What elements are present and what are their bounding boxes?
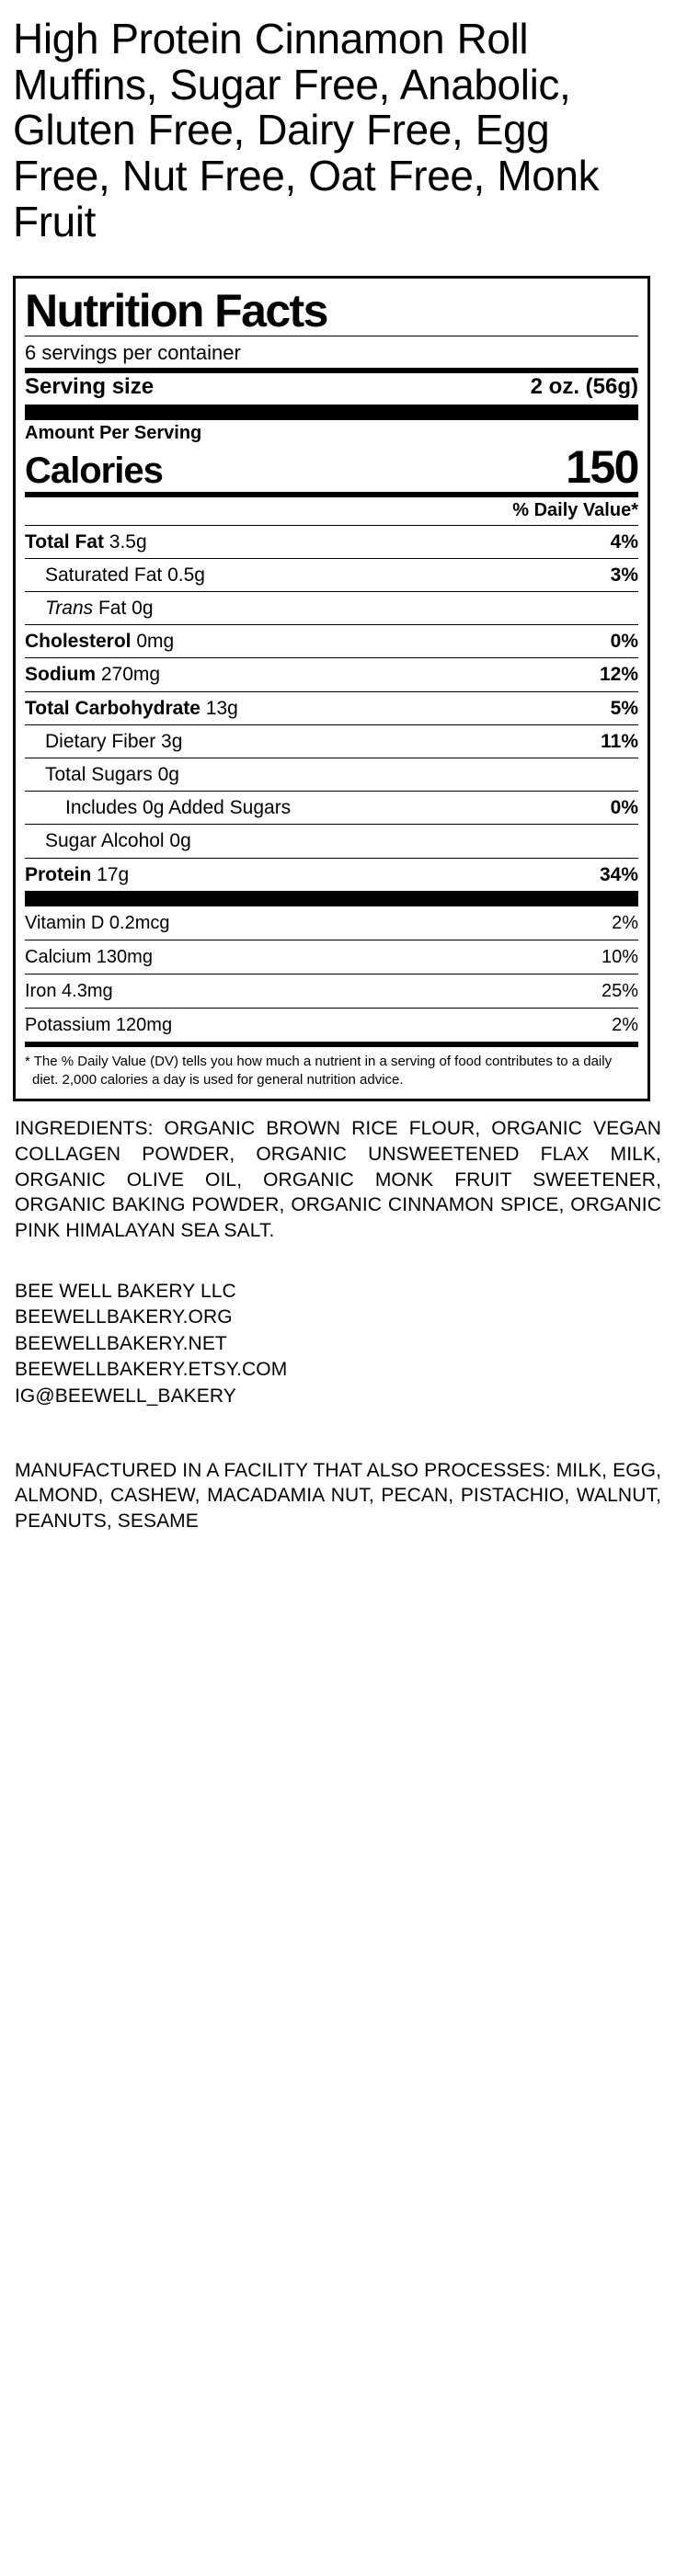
nutrient-row — [25, 792, 638, 824]
nutrient-rows — [25, 525, 638, 891]
calories-label: Calories — [25, 450, 163, 491]
nutrient-daily-value: 3% — [610, 564, 638, 586]
nutrient-label: Dietary Fiber 3g — [45, 730, 183, 752]
vitamin-label: Vitamin D 0.2mcg — [25, 912, 170, 933]
contact-line: IG@BEEWELL_BAKERY — [15, 1385, 236, 1407]
nutrient-daily-value: 5% — [610, 697, 638, 719]
nutrient-label: Cholesterol 0mg — [25, 631, 175, 653]
vitamin-rows — [25, 906, 638, 1042]
daily-value-footnote: * The % Daily Value (DV) tells you how much a nutrient in a serving of food contributes to a daily diet. 2,000 calories a day is used for general nutrition advice. — [25, 1053, 613, 1088]
nutrient-label: Saturated Fat 0.5g — [45, 564, 205, 586]
nutrient-daily-value: 12% — [599, 664, 638, 686]
nutrient-row — [25, 825, 638, 857]
nutrient-amount: 0g — [164, 830, 191, 852]
nutrient-label: Includes 0g Added Sugars — [65, 797, 292, 819]
nutrient-amount: Fat 0g — [93, 598, 154, 620]
serving-size-row — [25, 373, 638, 405]
nutrient-amount: 0g — [152, 763, 179, 785]
nutrient-amount: 3.5g — [103, 530, 147, 553]
vitamin-label: Calcium 130mg — [25, 946, 153, 967]
nutrient-amount: 13g — [200, 697, 238, 719]
nutrient-label: Total Carbohydrate 13g — [25, 697, 238, 719]
vitamin-label: Iron 4.3mg — [25, 980, 113, 1001]
servings-per-container: 6 servings per container — [25, 341, 241, 365]
nutrient-amount: 17g — [91, 863, 130, 885]
nutrient-row — [25, 725, 638, 758]
nutrient-daily-value: 34% — [599, 863, 638, 885]
nutrient-label: Total Fat 3.5g — [25, 530, 147, 553]
contact-line: BEEWELLBAKERY.ETSY.COM — [15, 1359, 288, 1381]
vitamin-label: Potassium 120mg — [25, 1014, 173, 1035]
nutrient-row — [25, 758, 638, 791]
vitamin-row — [25, 940, 638, 974]
nutrient-label: Total Sugars 0g — [45, 763, 179, 785]
vitamin-daily-value: 10% — [601, 946, 638, 967]
divider-thick-1 — [25, 405, 638, 420]
nutrient-row — [25, 592, 638, 624]
nutrient-row — [25, 859, 638, 891]
nutrient-daily-value: 0% — [610, 797, 638, 819]
vitamin-row — [25, 906, 638, 940]
contact-info — [15, 1279, 661, 1410]
vitamin-daily-value: 2% — [612, 912, 638, 933]
calories-value: 150 — [566, 440, 638, 493]
amount-per-serving-label: Amount Per Serving — [25, 422, 202, 443]
nutrient-label: Sodium 270mg — [25, 664, 161, 686]
contact-line: BEEWELLBAKERY.ORG — [15, 1306, 233, 1328]
nutrient-row — [25, 658, 638, 690]
nutrient-label: Sugar Alcohol 0g — [45, 830, 191, 852]
calories-row — [25, 440, 638, 493]
nutrient-row — [25, 559, 638, 591]
allergen-statement: MANUFACTURED IN A FACILITY THAT ALSO PROCESSES: MILK, EGG, ALMOND, CASHEW, MACADAMIA NUT, PECAN, PISTACHIO, WALNUT, PEANUTS, SESAME — [15, 1459, 661, 1532]
vitamin-daily-value: 2% — [612, 1014, 638, 1035]
vitamin-row — [25, 1009, 638, 1042]
nutrient-row — [25, 526, 638, 558]
nutrient-daily-value: 11% — [601, 730, 638, 752]
nutrient-daily-value: 0% — [610, 631, 638, 653]
nutrition-facts-panel — [13, 276, 650, 1101]
nutrient-amount: 3g — [155, 730, 183, 752]
serving-size-label: Serving size — [25, 373, 155, 399]
nutrient-label: Trans Fat 0g — [45, 598, 154, 620]
daily-value-header: % Daily Value* — [512, 499, 638, 520]
nutrient-amount: 270mg — [96, 664, 161, 686]
vitamin-daily-value: 25% — [601, 980, 638, 1001]
nutrient-label: Protein 17g — [25, 863, 130, 885]
nutrient-daily-value: 4% — [610, 530, 638, 553]
vitamin-row — [25, 975, 638, 1008]
contact-line: BEEWELLBAKERY.NET — [15, 1332, 227, 1354]
ingredients-text: INGREDIENTS: ORGANIC BROWN RICE FLOUR, ORGANIC VEGAN COLLAGEN POWDER, ORGANIC UNSWEETENED FLAX MILK, ORGANIC OLIVE OIL, ORGANIC MONK FRUIT SWEETENER, ORGANIC BAKING POWDER, ORGANIC CINNAMON SPICE, ORGANIC PINK HIMALAYAN SEA SALT. — [15, 1118, 661, 1242]
nutrient-amount: 0.5g — [162, 564, 205, 586]
nutrition-facts-title: Nutrition Facts — [25, 285, 327, 337]
serving-size-value: 2 oz. (56g) — [530, 373, 638, 399]
nutrient-row — [25, 625, 638, 657]
nutrient-amount: 0mg — [131, 631, 175, 653]
contact-line: BEE WELL BAKERY LLC — [15, 1280, 236, 1302]
divider-thick-2 — [25, 891, 638, 906]
product-title: High Protein Cinnamon Roll Muffins, Sugar Free, Anabolic, Gluten Free, Dairy Free, Egg Free, Nut Free, Oat Free, Monk Fruit — [13, 15, 600, 245]
nutrient-row — [25, 692, 638, 724]
